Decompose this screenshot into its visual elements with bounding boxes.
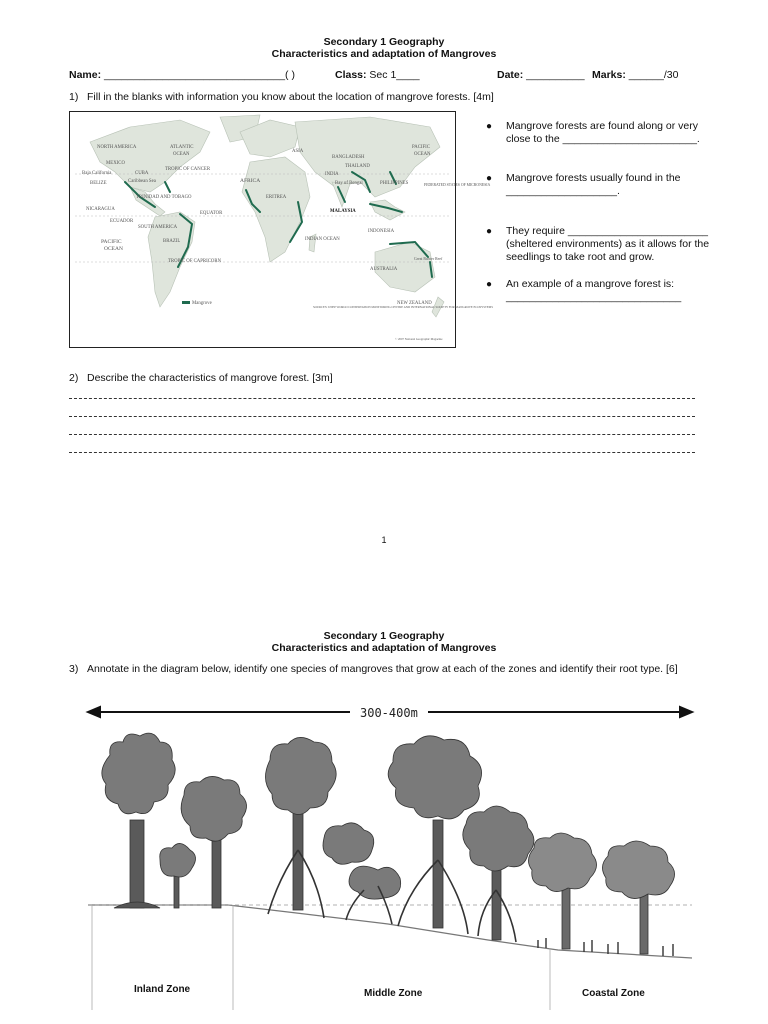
page-2-title: Secondary 1 Geography [323,630,445,642]
map-label-trinidad: TRINIDAD AND TOBAGO [136,195,192,200]
ground-profile [88,905,692,958]
map-label-belize: BELIZE [90,181,107,186]
map-label-new-zealand: NEW ZEALAND [397,301,432,306]
world-mangrove-map [69,111,494,348]
date-label: Date: [497,69,524,81]
map-label-thailand: THAILAND [345,164,370,169]
name-blank: _______________________________( ) [101,69,295,81]
name-label: Name: [69,69,102,81]
diagram-graphic [88,700,692,1010]
tree-canopy [602,841,674,899]
zone-label-inland: Inland Zone [134,984,191,995]
date-field [497,69,585,81]
map-label-pacific-west-ocean: OCEAN [104,246,123,252]
map-label-great-barrier: Great Barrier Reef [414,257,443,261]
map-label-ecuador: ECUADOR [110,219,134,224]
map-label-africa: AFRICA [240,178,261,184]
tree-base [114,902,160,908]
map-label-caribbean: Caribbean Sea [128,179,156,184]
arrow-right-head [680,707,692,717]
date-blank: __________ [523,69,585,81]
map-label-australia: AUSTRALIA [370,267,398,272]
zone-label-middle: Middle Zone [364,988,423,999]
tree-trunk [293,810,303,910]
tree-canopy [388,736,481,819]
class-value: Sec 1____ [366,69,420,81]
bullet-text: Mangrove forests usually found in the ___________________. [506,172,681,197]
answer-line [69,452,695,453]
map-label-tropic-cancer: TROPIC OF CANCER [165,167,211,172]
arrow-left-head [88,707,100,717]
map-label-micronesia: FEDERATED STATES OF MICRONESIA [424,183,491,187]
tree-canopy [181,776,246,841]
map-label-atlantic-ocean: OCEAN [173,152,190,157]
tree-canopy [265,737,336,814]
bullet-dot: ● [486,279,493,290]
zone-label-coastal: Coastal Zone [582,988,645,999]
question-number: 1) [69,91,79,103]
legend-swatch [182,301,190,304]
map-label-malaysia: MALAYSIA [330,209,356,214]
map-label-tropic-capricorn: TROPIC OF CAPRICORN [168,259,222,264]
bullet-text: Mangrove forests are found along or very close to the _______________________. [506,120,700,145]
map-label-equator: EQUATOR [200,211,223,216]
tree-canopy [160,843,196,877]
map-label-cuba: CUBA [135,171,149,176]
answer-line [69,416,695,417]
map-credit: © 2007 National Geographic Magazine [395,337,443,341]
marks-label: Marks: [592,69,626,81]
map-label-mexico: MEXICO [106,161,125,166]
question-3 [69,663,678,675]
question-text: Describe the characteristics of mangrove forest. [3m] [87,372,333,384]
page-subtitle: Characteristics and adaptation of Mangroves [271,48,497,60]
map-graphic [70,112,494,347]
map-label-eritrea: ERITREA [266,195,287,200]
tree-canopy [528,833,596,892]
tree-canopy [102,733,175,814]
map-label-pacific-east: PACIFIC [412,145,430,150]
bullet-dot: ● [486,226,493,237]
tree-canopy [349,866,401,899]
bullet-text: An example of a mangrove forest is: ______________________________ [506,278,682,303]
map-label-indonesia: INDONESIA [368,229,395,234]
map-label-north-america: NORTH AMERICA [97,145,137,150]
answer-line [69,398,695,399]
question-number: 2) [69,372,79,384]
mangrove-zone-diagram [88,700,692,1010]
map-label-pacific-west: PACIFIC [101,239,122,245]
page-2-subtitle: Characteristics and adaptation of Mangroves [271,642,497,654]
map-label-brazil: BRAZIL [163,239,181,244]
question-text: Fill in the blanks with information you know about the location of mangrove forests. [4m] [87,91,494,103]
tree-trunk [212,830,221,908]
map-label-asia: ASIA [292,149,304,154]
map-label-nicaragua: NICARAGUA [86,207,115,212]
tree-canopy [463,806,534,871]
map-label-india: INDIA [325,172,339,177]
page-title: Secondary 1 Geography [323,36,445,48]
question-2 [69,372,333,384]
width-label: 300-400m [360,706,418,720]
class-field [335,69,420,81]
map-label-philippines: PHILIPPINES [380,181,409,186]
map-label-bay-bengal: Bay of Bengal [335,181,363,186]
marks-field [592,69,678,81]
landmass-indonesia [370,200,405,220]
question-1 [69,91,494,103]
tree-trunk [433,820,443,928]
question-number: 3) [69,663,79,675]
bullet-text: They require ________________________ (sheltered environments) as it allows for the seedlings to take root and grow. [506,225,710,263]
bullet-dot: ● [486,173,493,184]
tree-canopy [323,823,374,864]
map-label-bangladesh: BANGLADESH [332,155,365,160]
page-number: 1 [381,535,387,545]
map-label-indian-ocean: INDIAN OCEAN [305,237,340,242]
map-label-baja: Baja California [82,171,112,176]
marks-blank: ______/30 [625,69,679,81]
map-label-pacific-east-ocean: OCEAN [414,152,431,157]
map-label-south-america: SOUTH AMERICA [138,225,178,230]
question-text: Annotate in the diagram below, identify one species of mangroves that grow at each of the zones and identify their root type. [6] [87,663,678,675]
class-label: Class: [335,69,367,81]
map-legend-label: Mangrove [192,301,212,306]
map-sources: SOURCES: UNEP WORLD CONSERVATION MONITORING CENTRE AND INTERNATIONAL SOCIETY FOR MANGROVE ECOSYSTEMS [313,305,494,309]
name-field [69,69,295,81]
tree-trunk [130,820,144,908]
map-label-atlantic: ATLANTIC [170,145,194,150]
mangrove-florida [165,182,170,192]
tree-trunk [492,860,501,940]
answer-line [69,434,695,435]
bullet-dot: ● [486,121,493,132]
